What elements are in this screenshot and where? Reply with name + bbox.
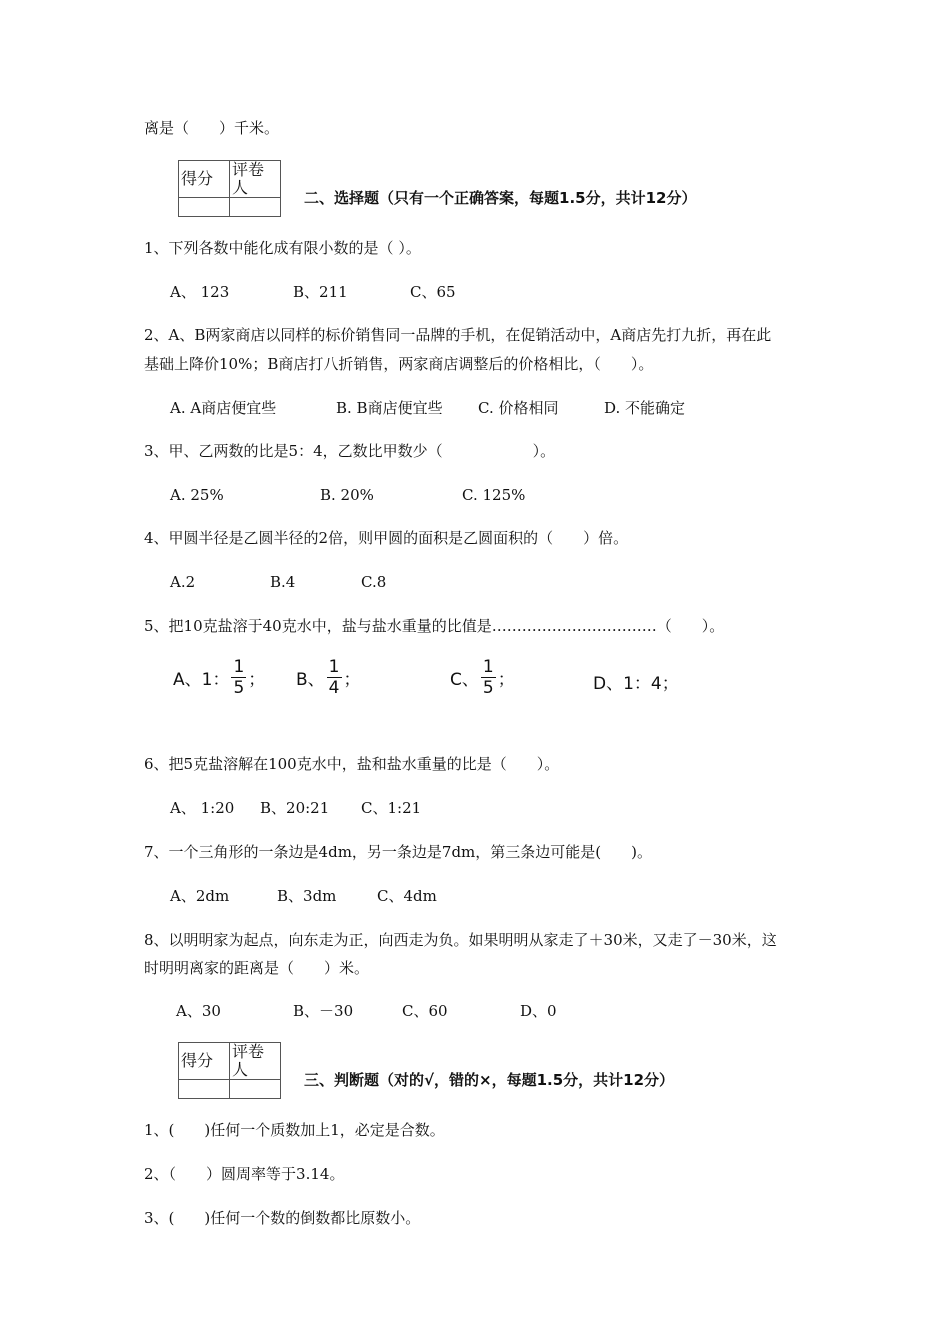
judge-item-3: 3、( )任何一个数的倒数都比原数小。 bbox=[144, 1209, 421, 1227]
question-2-line1: 2、A、B两家商店以同样的标价销售同一品牌的手机，在促销活动中，A商店先打九折，再在此 bbox=[144, 326, 772, 344]
judge-item-2: 2、（ ）圆周率等于3.14。 bbox=[144, 1165, 345, 1183]
grader-label: 评卷人 bbox=[230, 1043, 281, 1080]
q7-option-b[interactable]: B、3dm bbox=[277, 887, 337, 905]
q6-option-a[interactable]: A、 1:20 bbox=[170, 799, 235, 817]
q5-c-label: C、 bbox=[450, 670, 479, 690]
q2-option-c[interactable]: C. 价格相同 bbox=[478, 399, 559, 417]
grader-cell[interactable] bbox=[230, 198, 281, 217]
q5-a-label: A、1： bbox=[173, 670, 230, 690]
section3-title: 三、判断题（对的√，错的×，每题1.5分，共计12分） bbox=[304, 1071, 675, 1089]
score-cell[interactable] bbox=[179, 1080, 230, 1099]
q5-b-label: B、 bbox=[296, 670, 325, 690]
q2-option-a[interactable]: A. A商店便宜些 bbox=[170, 399, 277, 417]
q7-option-c[interactable]: C、4dm bbox=[377, 887, 437, 905]
q5-b-fraction: $\frac{1}{4}$ bbox=[328, 657, 340, 698]
grader-cell[interactable] bbox=[230, 1080, 281, 1099]
q5-option-a[interactable]: A、1： $\frac{1}{5}$ ； bbox=[173, 657, 266, 698]
question-7: 7、一个三角形的一条边是4dm，另一条边是7dm，第三条边可能是( )。 bbox=[144, 843, 652, 861]
carryover-line: 离是（ ）千米。 bbox=[144, 119, 280, 137]
q5-a-fraction: $\frac{1}{5}$ bbox=[233, 657, 245, 698]
question-5: 5、把10克盐溶于40克水中，盐与盐水重量的比值是……………………………（ ）。 bbox=[144, 617, 725, 635]
q7-option-a[interactable]: A、2dm bbox=[170, 887, 230, 905]
score-label: 得分 bbox=[179, 1043, 230, 1080]
q1-option-b[interactable]: B、211 bbox=[293, 283, 348, 301]
q8-option-d[interactable]: D、0 bbox=[520, 1002, 557, 1020]
question-8-line2: 时明明离家的距离是（ ）米。 bbox=[144, 959, 370, 977]
q1-option-c[interactable]: C、65 bbox=[410, 283, 456, 301]
q3-option-b[interactable]: B. 20% bbox=[320, 486, 374, 504]
q5-option-b[interactable]: B、 $\frac{1}{4}$ ； bbox=[296, 657, 361, 698]
grader-label: 评卷人 bbox=[230, 161, 281, 198]
section2-title: 二、选择题（只有一个正确答案，每题1.5分，共计12分） bbox=[304, 189, 697, 207]
q6-option-c[interactable]: C、1:21 bbox=[361, 799, 422, 817]
question-1: 1、下列各数中能化成有限小数的是（ ）。 bbox=[144, 239, 421, 257]
q4-option-a[interactable]: A.2 bbox=[170, 573, 196, 591]
score-cell[interactable] bbox=[179, 198, 230, 217]
q3-option-a[interactable]: A. 25% bbox=[170, 486, 224, 504]
question-8-line1: 8、以明明家为起点，向东走为正，向西走为负。如果明明从家走了＋30米，又走了－30米，这 bbox=[144, 931, 777, 949]
q4-option-b[interactable]: B.4 bbox=[270, 573, 296, 591]
q5-option-d[interactable]: D、1：4； bbox=[593, 674, 679, 694]
q2-option-b[interactable]: B. B商店便宜些 bbox=[336, 399, 443, 417]
question-2-line2: 基础上降价10%；B商店打八折销售，两家商店调整后的价格相比，（ ）。 bbox=[144, 355, 654, 373]
question-6: 6、把5克盐溶解在100克水中，盐和盐水重量的比是（ ）。 bbox=[144, 755, 560, 773]
score-label: 得分 bbox=[179, 161, 230, 198]
q2-option-d[interactable]: D. 不能确定 bbox=[604, 399, 686, 417]
q8-option-a[interactable]: A、30 bbox=[176, 1002, 221, 1020]
q8-option-c[interactable]: C、60 bbox=[402, 1002, 448, 1020]
q5-c-fraction: $\frac{1}{5}$ bbox=[482, 657, 494, 698]
score-box-section3 bbox=[178, 1042, 281, 1099]
judge-item-1: 1、( )任何一个质数加上1，必定是合数。 bbox=[144, 1121, 445, 1139]
q8-option-b[interactable]: B、－30 bbox=[293, 1002, 354, 1020]
q5-option-c[interactable]: C、 $\frac{1}{5}$ ； bbox=[450, 657, 515, 698]
q1-option-a[interactable]: A、 123 bbox=[170, 283, 230, 301]
score-box-section2 bbox=[178, 160, 281, 217]
question-4: 4、甲圆半径是乙圆半径的2倍，则甲圆的面积是乙圆面积的（ ）倍。 bbox=[144, 529, 629, 547]
question-3: 3、甲、乙两数的比是5：4，乙数比甲数少（ ）。 bbox=[144, 442, 556, 460]
q4-option-c[interactable]: C.8 bbox=[361, 573, 387, 591]
q3-option-c[interactable]: C. 125% bbox=[462, 486, 526, 504]
q6-option-b[interactable]: B、20:21 bbox=[260, 799, 330, 817]
